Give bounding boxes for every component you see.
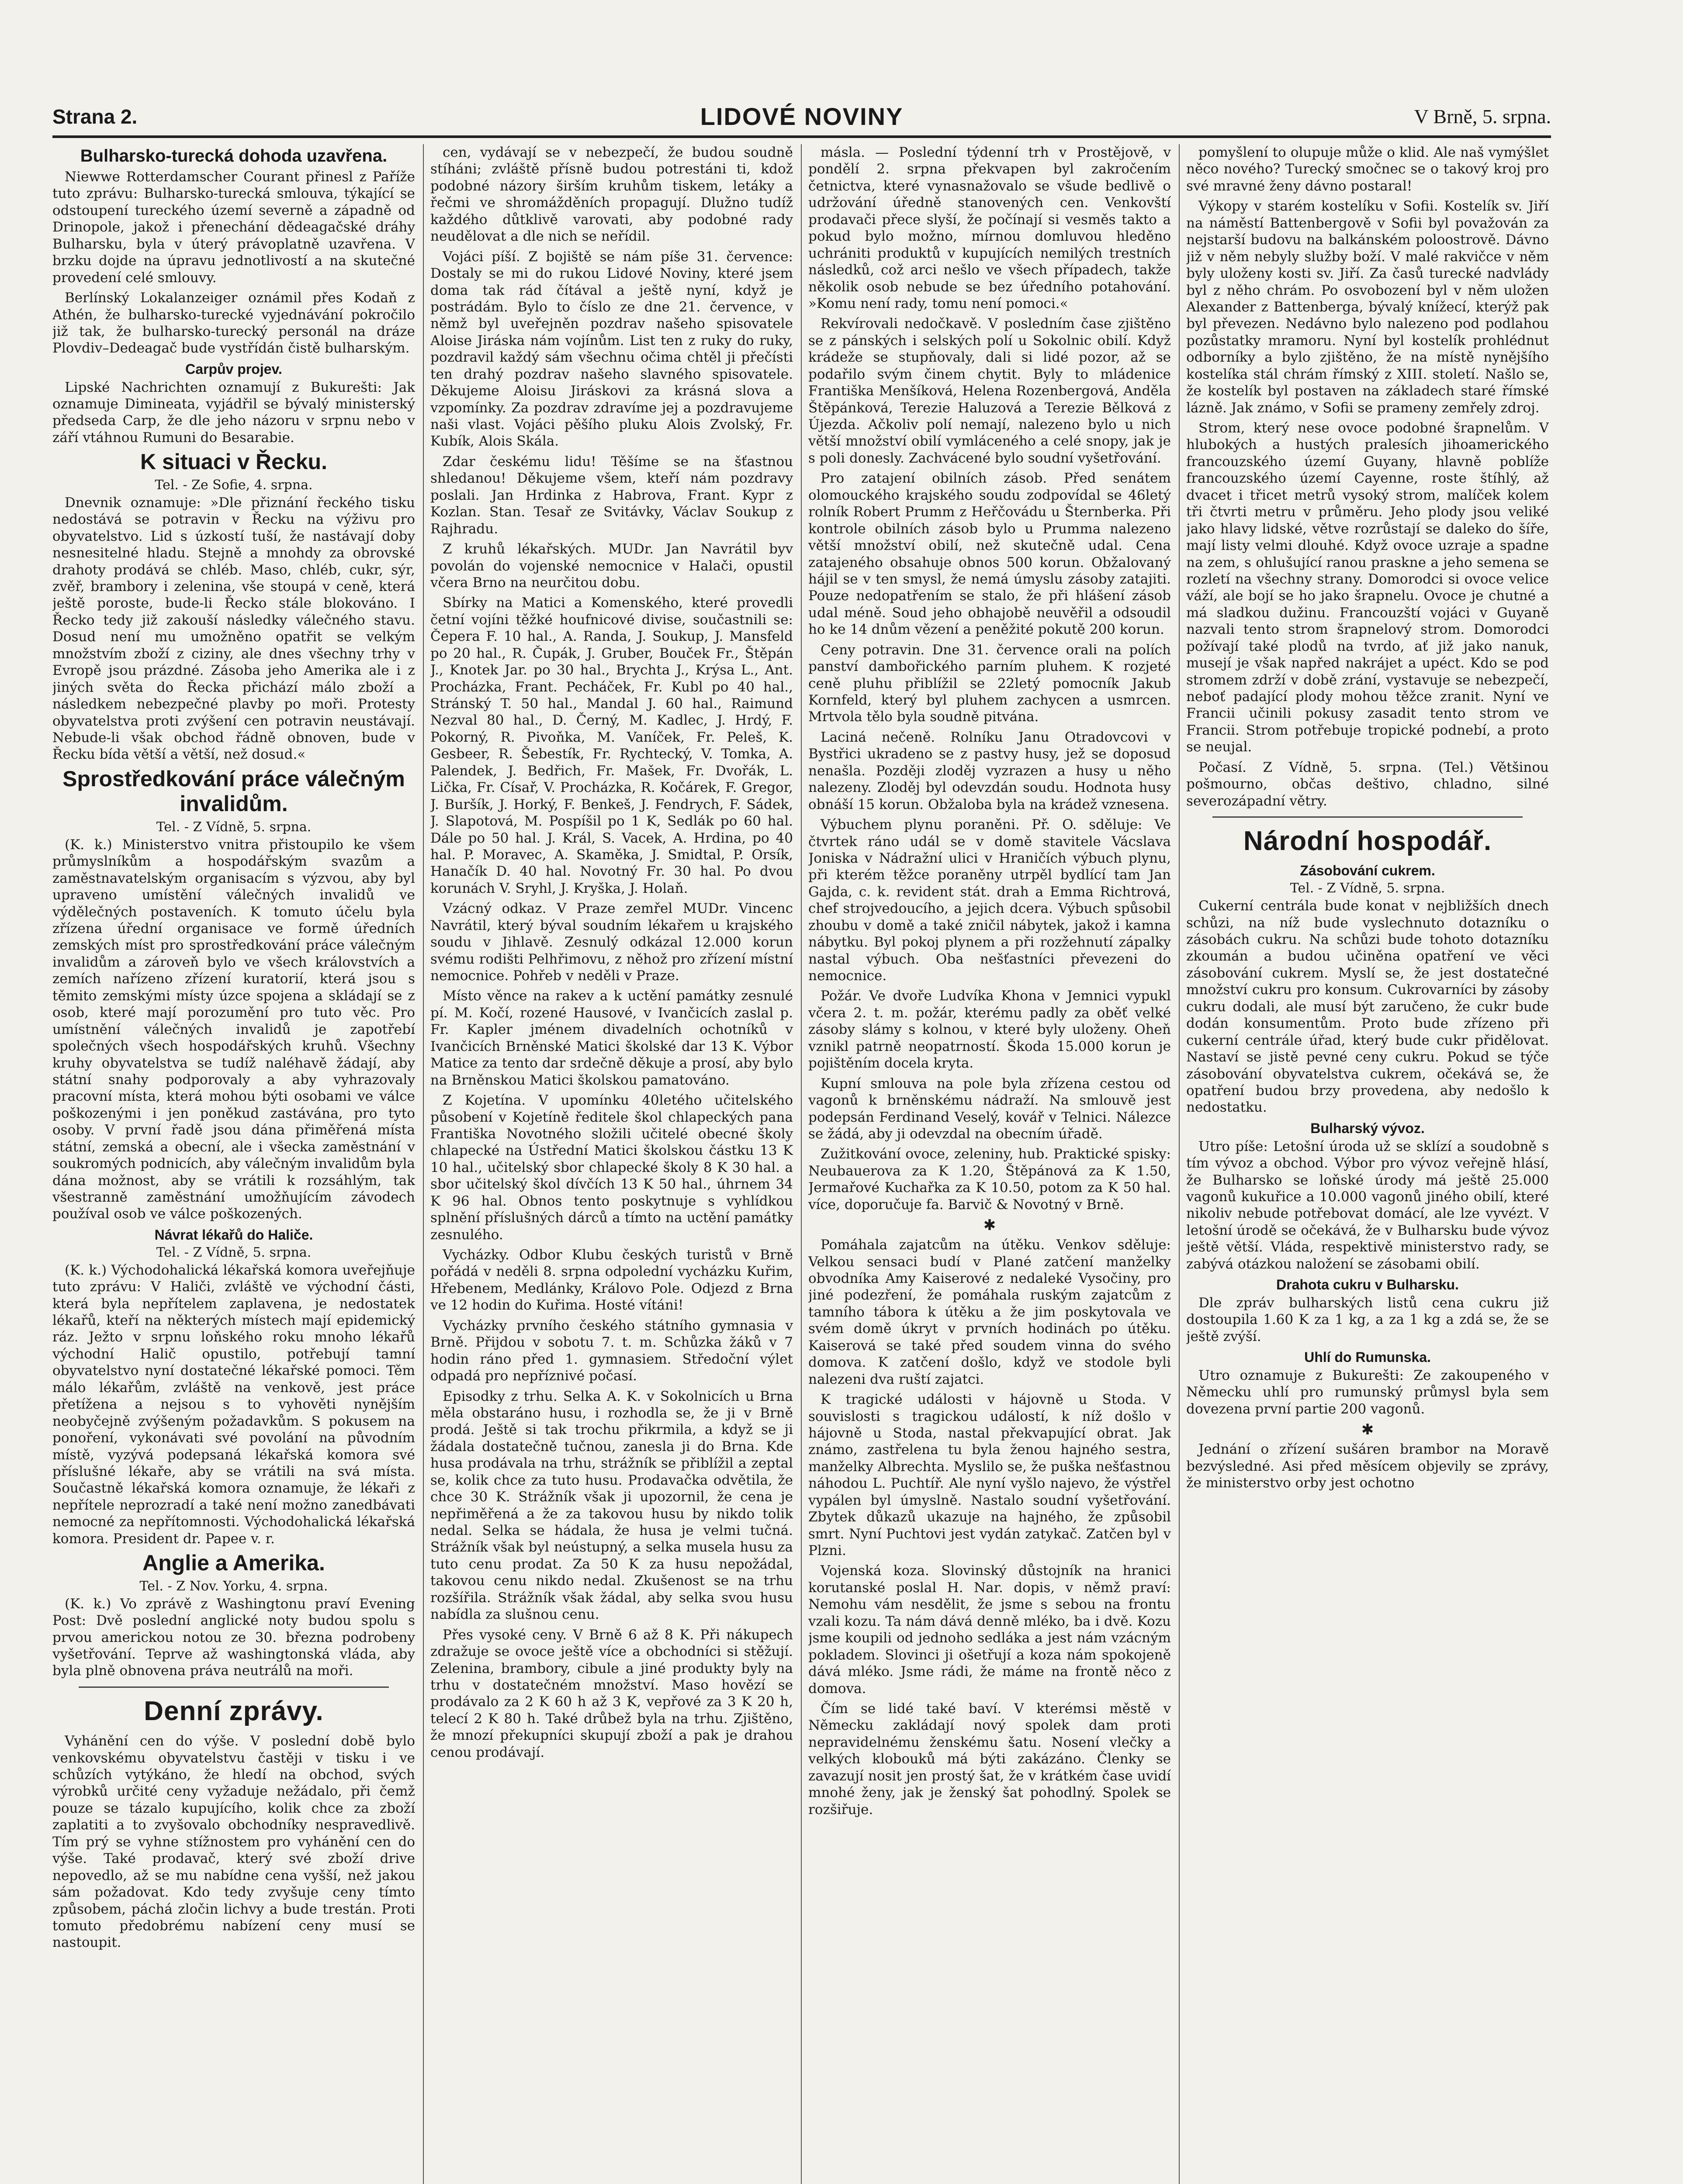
article-text: Rekvírovali nedočkavě. V posledním čase zjištěno se z pánských i selských polí u Sokolnic obilí. Když krádeže se stupňovaly, dali si lidé pozor, až se podařilo svým činem chytit. Byly to mládenice Františka Menšíková, Helena Rozenbergová, Anděla Štěpánková, Terezie Haluzová a Terezie Bělková z Újezda. Ačkoliv polí nemají, nalezeno bylo u nich větší množství obilí vymláceného a celé snopy, jak je s poli donesly. Zachvácené bylo soudní vyšetřování. xyxy=(808,316,1171,466)
dateline: V Brně, 5. srpna. xyxy=(1414,105,1551,128)
newspaper-title: LIDOVÉ NOVINY xyxy=(700,103,904,130)
dateline: Tel. - Z Vídně, 5. srpna. xyxy=(156,1244,312,1260)
column-2 xyxy=(430,144,793,2184)
dateline: Tel. - Z Vídně, 5. srpna. xyxy=(156,819,312,835)
separator-star-icon: ✱ xyxy=(1361,1421,1374,1439)
article-text: Pro zatajení obilních zásob. Před senátem olomouckého krajského soudu zodpovídal se 46letý rolník Robert Prumm z Heřčovádu u Šternberka. Při kontrole obilních zásob bylo u Prumma nalezeno větší množství obilí, než skutečně udal. Cena zatajeného obsahuje obnos 500 korun. Obžalovaný hájil se v ten smysl, že nemá úmyslu zásoby zatajiti. Pouze nedopatřením se stalo, že při hlášení zásob udal méně. Soud jeho obhajobě neuvěřil a odsoudil ho ke 14 dnům vězení a peněžité pokutě 200 korun. xyxy=(808,470,1171,638)
dateline: Tel. - Ze Sofie, 4. srpna. xyxy=(155,477,313,493)
column-3 xyxy=(808,144,1171,2184)
article-text: (K. k.) Východohalická lékařská komora uveřejňuje tuto zprávu: V Haliči, zvláště ve východní části, která byla nepřítelem zaplavena, je nedostatek lékařů, kteří na některých místech mají epidemický ráz. Ježto v srpnu loňského roku mnoho lékařů východní Halič opustilo, potřebují tamní obyvatelstvo nyní dostatečné lékařské pomoci. Těm málo lékařům, zvláště na venkově, jest práce přetížena a nejsou s to vyhověti nynějším neobyčejně zvýšeným požadavkům. S pokusem na ponoření, vykonávati své povolání na původním místě, vyzývá podepsaná lékařská komora své příslušné lékaře, aby se vrátili na svá místa. Součastně lékařská komora oznamuje, že lékaři z nepřítele neprozradí a také není možno zanedbávati nemocné za nepřítomnosti. Východohalická lékařská komora. President dr. Papee v. r. xyxy=(52,1262,415,1547)
article-heading: K situaci v Řecku. xyxy=(140,449,327,474)
article-text: Episodky z trhu. Selka A. K. v Sokolnicích u Brna měla obstaráno husu, i rozhodla se, že ji v Brně prodá. Ještě si tak trochu přikrmila, a když se ji žádala dostatečně tučnou, zanesla ji do Brna. Kde husa prodávala na trhu, strážník se přiblížil a zeptal se, kolik chce za tuto husu. Prodavačka odvětila, že chce 30 K. Strážník však ji upozornil, že cena je nepřiměřená a že za takovou husu by nikdo tolik nedal. Selka se hádala, že husa je velmi tučná. Strážník však byl neústupný, a selka musela husu za tuto cenu prodat. Za 50 K za husu nepožádal, takovou cenu nikdo nedal. Zkušenost se na trhu rozšířila. Strážník však žádal, aby selka svou husu nabídla za slušnou cenu. xyxy=(430,1388,793,1623)
article-text: (K. k.) Ministerstvo vnitra přistoupilo ke všem průmyslníkům a hospodářským svazům a zaměstnavatelským organisacím s výzvou, aby byl upraveno umístění válečných invalidů ve výdělečných postaveních. K tomuto účelu byla zřízena úřední organisace ve formě úředních zemských míst pro sprostředkování práce válečným invalidům a zároveň bylo ve všech královstvích a zemích nařízeno zřízení kuratorií, která jsou s těmito zemskými místy úzce spojena a skládají se z osob, které mají porozumění pro tuto věc. Pro umístnění válečných invalidů je zapotřebí společných všech hospodářských kruhů. Všechny kruhy obyvatelstva se tudíž naléhavě žádají, aby státní snahy podporovaly a aby vyhrazovaly pracovní místa, která mohou býti osobami ve válce poškozenými i jen poněkud zastávána, pro tyto osoby. V první řadě jsou dána přiměřená místa státní, zemská a obecní, ale i všecka zaměstnání v soukromých podnicích, aby válečným invalidům byla dána možnost, aby se vrátili k rozsáhlým, tak všestranně zaměstnání umožňujícím závodech používal osob ve válce poškozených. xyxy=(52,836,415,1222)
article-text: Ceny potravin. Dne 31. července orali na polích panství dambořického parním pluhem. K rozjeté ceně pluhu přiblížil se 22letý pomocník Jakub Kornfeld, který byl pluhem zachycen a usmrcen. Mrtvola tělo byla soudně pitvána. xyxy=(808,642,1171,725)
section-heading: Denní zprávy. xyxy=(144,1696,324,1726)
article-text: Výbuchem plynu poraněni. Př. O. sděluje: Ve čtvrtek ráno udál se v domě stavitele Vácslava Joniska v Nádražní ulici v Hraničích výbuch plynu, při kterém těžce poraněny utrpěl bydlící tam Jan Gajda, c. k. revident stát. drah a Emma Richtrová, chef strojvedoucího, a jejich dcera. Výbuch spůsobil zhoubu v domě a také zničil nábytek, jakož i kamna nábytku. Byl pokoj plynem a při rozžehnutí zápalky nastal výbuch. Oba nešťastníci převezeni do nemocnice. xyxy=(808,817,1171,984)
column-divider xyxy=(801,144,802,2184)
article-text: Berlínský Lokalanzeiger oznámil přes Kodaň z Athén, že bulharsko-turecké vyjednávání pokročilo již tak, že bulharsko-turecký personál na dráze Plovdiv–Dedeagač bude vystřídán čistě bulharským. xyxy=(52,290,415,356)
article-text: Utro oznamuje z Bukurešti: Ze zakoupeného v Německu uhlí pro rumunský průmysl byla sem dovezena první partie 200 vagonů. xyxy=(1186,1368,1549,1417)
article-heading: Anglie a Amerika. xyxy=(142,1551,325,1576)
article-text: Dnevnik oznamuje: »Dle přiznání řeckého tisku nedostává se potravin v Řecku na výživu pro obyvatelstvo. Lid s úzkostí tuší, že nastávají doby nesnesitelné hladu. Stejně a mnohdy za obrovské drahoty prodává se chléb. Maso, chléb, cukr, sýr, zvěř, brambory i zelenina, vše stoupá v ceně, která ještě poroste, bude-li Řecko stále blokováno. I Řecko tedy již zakouší následky válečného stavu. Dosud není mu umožněno opatřit se velkým množstvím zboží z ciziny, ale dnes všechny trhy v Evropě jsou prázdné. Zásoba jeho Amerika ale i z jiných světa do Řecka přichází málo zboží a následkem nebezpečné plavby po moři. Protesty obyvatelstva proti zvýšení cen potravin neustávají. Nebude-li však obchod řádně obnoven, bude v Řecku bída větší a větší, než dosud.« xyxy=(52,494,415,763)
article-text: Vycházky prvního českého státního gymnasia v Brně. Přijdou v sobotu 7. t. m. Schůzka žáků v 7 hodin ráno před 1. gymnasiem. Středoční výlet odpadá pro nepříznivé počasí. xyxy=(430,1317,793,1384)
dateline: Tel. - Z Nov. Yorku, 4. srpna. xyxy=(139,1578,328,1594)
article-heading: Návrat lékařů do Haliče. xyxy=(154,1227,313,1243)
section-heading: Národní hospodář. xyxy=(1243,826,1492,857)
masthead xyxy=(52,100,1551,138)
column-4 xyxy=(1186,144,1549,2184)
article-text: Počasí. Z Vídně, 5. srpna. (Tel.) Většinou pošmourno, občas deštivo, chladno, silné severozápadní větry. xyxy=(1186,759,1549,809)
article-text: Čím se lidé také baví. V kterémsi městě v Německu zakládají nový spolek dam proti nepravidelnému ženskému šatu. Nosení vlečky a velkých klobouků má býti zakázáno. Členky se zavazují nosit jen prostý šat, že v krátkém čase uvidí mnohé ženy, jak je ženský šat pohodlný. Spolek se rozšiřuje. xyxy=(808,1700,1171,1818)
article-heading: Carpův projev. xyxy=(185,361,282,377)
article-heading: Zásobování cukrem. xyxy=(1300,863,1435,879)
article-text: Vzácný odkaz. V Praze zemřel MUDr. Vincenc Navrátil, který býval soudním lékařem u krajského soudu v Jihlavě. Zesnulý odkázal 12.000 korun svému rodišti Pelhřimovu, z něhož pro zřízení místní nemocnice. Pohřeb v neděli v Praze. xyxy=(430,901,793,984)
article-text: Přes vysoké ceny. V Brně 6 až 8 K. Při nákupech zdražuje se ovoce ještě více a obchodníci si stěžují. Zelenina, brambory, cibule a jiné produkty byly na trhu v dostatečném množství. Maso hovězí se prodávalo za 2 K 60 h až 3 K, vepřové za 3 K 20 h, telecí 2 K 80 h. Také drůbež byla na trhu. Zjištěno, že mnozí překupníci skupují zboží a pak je drahou cenou prodávají. xyxy=(430,1627,793,1760)
column-divider xyxy=(423,144,424,2184)
article-text: Niewwe Rotterdamscher Courant přinesl z Paříže tuto zprávu: Bulharsko-turecká smlouva, týkající se odstoupení tureckého území severně a západně od Drinopole, jakož i přenechání dědeagačské dráhy Bulharsku, byla v úterý právoplatně uzavřena. V brzku dojde na úpravu jednotlivostí a na skutečné provedení celé smlouvy. xyxy=(52,169,415,286)
article-text: Místo věnce na rakev a k uctění památky zesnulé pí. M. Kočí, rozené Hausové, v Ivančicích zaslal p. Fr. Kapler jménem divadelních ochotníků v Ivančicích Brněnské Matici školské dar 13 K. Výbor Matice za tento dar srdečně děkuje a prosí, aby bylo na Brněnskou Matici školskou pamatováno. xyxy=(430,988,793,1088)
article-text: Vojenská koza. Slovinský důstojník na hranici korutanské poslal H. Nar. dopis, v němž praví: Nemohu vám nesdělit, že jsme s sebou na frontu vzali kozu. Ta nám dává denně mléko, ba i dvě. Kozu jsme koupili od jednoho sedláka a jest nám vzácným pokladem. Slovinci ji ošetřují a koza nám spokojeně dává mléko. Jsme rádi, že máme na frontě něco z domova. xyxy=(808,1563,1171,1697)
article-text: Lipské Nachrichten oznamují z Bukurešti: Jak oznamuje Dimineata, vyjádřil se bývalý ministerský předseda Carp, že dle jeho názoru v srpnu nebo v září vtáhnou Rumuni do Besarabie. xyxy=(52,379,415,446)
article-text: Zužitkování ovoce, zeleniny, hub. Praktické spisky: Neubauerova za K 1.20, Štěpánová za K 1.50, Jermařové Kuchařka za K 10.50, potom za K 50 hal. více, doporučuje fa. Barvič & Novotný v Brně. xyxy=(808,1146,1171,1213)
section-rule xyxy=(1212,816,1523,818)
column-divider xyxy=(1179,144,1180,2184)
page-number: Strana 2. xyxy=(52,105,138,128)
article-text: Jednání o zřízení sušáren brambor na Moravě bezvýsledné. Asi před měsícem objevily se zprávy, že ministerstvo orby jest ochotno xyxy=(1186,1441,1549,1491)
article-text: Sbírky na Matici a Komenského, které provedli četní vojíni těžké houfnicové divise, součastnili se: Čepera F. 10 hal., A. Randa, J. Soukup, J. Mansfeld po 20 hal., R. Čupák, J. Gruber, Bouček Fr., Štěpán J., Knotek Jar. po 30 hal., Brychta J., Krýsa L., Ant. Procházka, Frant. Pecháček, Fr. Kubl po 40 hal., Stránský T. 50 hal., Mandal J. 60 hal., Raimund Nezval 80 hal., D. Černý, M. Kadlec, J. Hrdý, F. Pokorný, R. Pivoňka, M. Vaníček, Fr. Peleš, K. Gesbeer, R. Šebestík, Fr. Rychtecký, V. Tomka, A. Palendek, J. Bedřich, Fr. Mašek, Fr. Dvořák, L. Lička, Fr. Císař, V. Procházka, R. Kočárek, F. Gregor, J. Buršík, J. Horký, F. Benkeš, J. Fendrych, F. Sádek, J. Slapotová, M. Pospíšil po 1 K, Sedlák po 60 hal. Dále po 50 hal. J. Král, S. Vacek, A. Hrdina, po 40 hal. P. Moravec, A. Skaměka, J. Smidtal, P. Orsík, Hanačík D. 40 hal. Novotný Fr. 30 hal. Po dvou korunách V. Sryhl, J. Kryška, J. Holaň. xyxy=(430,595,793,896)
article-heading: Bulharsko-turecká dohoda uzavřena. xyxy=(80,146,388,166)
separator-star-icon: ✱ xyxy=(983,1216,996,1234)
article-text: pomyšlení to olupuje může o klid. Ale naš vymýšlet něco nového? Turecký smočnec se o takový kroj pro své mravné ženy dávno postaral! xyxy=(1186,145,1549,194)
article-heading: Drahota cukru v Bulharsku. xyxy=(1276,1277,1459,1293)
article-text: Kupní smlouva na pole byla zřízena cestou od vagonů k brněnskému nádraží. Na smlouvě jest podepsán Ferdinand Veselý, kovář v Telnici. Nálezce se žádá, aby ji odevzdal na obecním úřadě. xyxy=(808,1075,1171,1142)
section-rule xyxy=(79,1686,389,1688)
article-text: Dle zpráv bulharských listů cena cukru již dostoupila 1.60 K za 1 kg, a za 1 kg a zdá se, že se ještě zvýší. xyxy=(1186,1295,1549,1344)
article-text: Utro píše: Letošní úroda už se sklízí a soudobně s tím vývoz a obchod. Výbor pro vývoz veřejně hlásí, že Bulharsko se loňské úrody má ještě 25.000 vagonů kukuřice a 10.000 vagonů jiného obilí, které nikoliv nebude potřebovat domácí, ale lze vyvézt. V letošní úrodě se očekává, že v Bulharsku bude vývoz ještě větší. Vláda, respektivě ministerstvo rady, se zabývá otázkou naložení se zásobami obilí. xyxy=(1186,1138,1549,1272)
article-text: Požár. Ve dvoře Ludvíka Khona v Jemnici vypukl včera 2. t. m. požár, kterému padly za oběť velké zásoby slámy s kolnou, v které byly uloženy. Oheň vznikl patrně neopatrností. Škoda 15.000 korun je pojištěním docela kryta. xyxy=(808,988,1171,1071)
article-text: Z kruhů lékařských. MUDr. Jan Navrátil byv povolán do vojenské nemocnice v Halači, opustil včera Brno na neurčitou dobu. xyxy=(430,541,793,591)
article-text: cen, vydávají se v nebezpečí, že budou soudně stíháni; zvláště přísně budou potrestáni ti, kdož podobné názory širším kruhům tiskem, letáky a řečmi ve shromážděních propagují. Dlužno tudíž každého důtklivě varovati, aby podobné rady neudělovat a dle nich se neřídil. xyxy=(430,145,793,245)
column-1 xyxy=(52,144,415,2184)
article-text: (K. k.) Vo zprávě z Washingtonu praví Evening Post: Dvě poslední anglické noty budou spolu s prvou americkou notou ze 30. března podrobeny vyšetřování. Teprve až washingtonská vláda, aby byla plně obnovena práva neutrálů na moři. xyxy=(52,1596,415,1679)
article-text: Vyhánění cen do výše. V poslední době bylo venkovskému obyvatelstvu častěji v tisku i ve schůzích vytýkáno, že hledí na obchod, svých výrobků určité ceny vyžaduje nežádalo, při čemž pouze se tázalo kupujícího, kolik chce za zboží zaplatiti a to zvyšovalo obchodníky nespravedlivě. Tím prý se vyhne stížnostem pro vyhánění cen do výše. Také prodavač, který své zboží drive nepovedlo, až se mu nabídne cena vyšší, než jakou sám požadovat. Kdo tedy zvyšuje ceny tímto způsobem, páchá zločin lichvy a bude trestán. Proti tomuto předobrému nabízení ceny musí se nastoupit. xyxy=(52,1733,415,1951)
article-heading: Uhlí do Rumunska. xyxy=(1304,1349,1431,1365)
article-text: Vojáci píší. Z bojiště se nám píše 31. července: Dostaly se mi do rukou Lidové Noviny, které jsem doma tak rád čítával a ještě nyní, když je postrádám. Bylo to číslo ze dne 21. července, v němž byl uveřejněn pozdrav našeho spisovatele Aloise Jiráska nám vojínům. List ten z ruky do ruky, pozdravil každý sám všechnu očima chtěl ji přečísti ten drahý pozdrav našeho slavného spisovatele. Děkujeme Aloisu Jiráskovi za krásná slova a vzpomínky. Za pozdrav zdravíme jej a pozdravujeme naši vlast. Vojáci pěšího pluku Alois Zvolský, Fr. Kubík, Alois Skála. xyxy=(430,249,793,449)
article-text: K tragické události v hájovně u Stoda. V souvislosti s tragickou událostí, k níž došlo v hájovně u Stoda, nastal překvapující obrat. Jak známo, zastřelena tu byla ženou hajného sestra, manželky Albrechta. Myslilo se, že puška nešťastnou náhodou L. Puchtíř. Ale nyní vyšlo najevo, že výstřel vypálen byl úmyslně. Nastalo soudní vyšetřování. Zbytek důkazů ukazuje na hajného, že způsobil smrt. Nyní Puchtovi jest vydán zatykač. Zatčen byl v Plzni. xyxy=(808,1392,1171,1559)
article-text: Vycházky. Odbor Klubu českých turistů v Brně pořádá v neděli 8. srpna odpolední vycházku Kuřim, Hřebenem, Medlánky, Královo Pole. Odjezd z Brna ve 12 hodin do Kuřima. Hosté vítáni! xyxy=(430,1247,793,1313)
dateline: Tel. - Z Vídně, 5. srpna. xyxy=(1290,881,1445,896)
article-text: Výkopy v starém kostelíku v Sofii. Kostelík sv. Jiří na náměstí Battenbergově v Sofii byl považován za nejstarší budovu na balkánském poloostrově. Dávno již v něm nebyly služby boží. V malé rakvičce v něm byly uloženy kosti sv. Jiří. Za časů turecké nadvlády byl z něho chrám. Po osvobození byl v něm uložen Alexander z Battenberga, bývalý knížecí, kterýž pak byl převezen. Nedávno bylo nalezeno pod podlahou pozůstatky mramoru. Nyní byl kostelík prohlédnut odborníky a bylo zjištěno, že na místě nynějšího kostelíka stál chrám římský z XIII. století. Našlo se, že kostelík byl postaven na základech staré římské lázně. Jak známo, v Sofii se prameny zemřely zdroj. xyxy=(1186,198,1549,416)
article-text: Laciná nečeně. Rolníku Janu Otradovcovi v Bystřici ukradeno se z pastvy husy, jež se doposud nenašla. Později zloděj vyzrazen a husy u něho nalezeny. Zloděj byl odevzdán soudu. Hodnota husy obnáší 15 korun. Obžaloba byla na krádež vznesena. xyxy=(808,729,1171,812)
article-heading: Bulharský vývoz. xyxy=(1310,1120,1425,1136)
article-heading: Sprostředkování práce válečným invalidům. xyxy=(62,766,405,816)
article-text: Pomáhala zajatcům na útěku. Venkov sděluje: Velkou sensaci budí v Plané zatčení manželky obvodníka Amy Kaiserové z nedaleké Vysočiny, pro jiné podezření, že pomáhala ruským zajatcům z tamního tábora k útěku a že jim poskytovala ve svém domě úkryt v prvních hodinách po útěku. Kaiserová se také před soudem vinna do svého domova. K zatčení došlo, když ve stodole byli nalezeni dva ruští zajatci. xyxy=(808,1237,1171,1387)
article-text: Cukerní centrála bude konat v nejbližších dnech schůzi, na níž bude vyslechnuto dotazníku o zásobách cukru. Na schůzi bude tohoto dotazníku zkoumán a budou učiněna opatření ve věci zásobování cukrem. Myslí se, že jest dostatečné množství cukru pro konsum. Cukrovarníci by zásoby cukru dodali, ale musí být zaručeno, že cukr bude dodán konsumentům. Proto bude zřízeno při cukerní centrále úřad, který bude cukr přidělovat. Nastaví se jistě pevné ceny cukru. Pokud se týče zásobování obyvatelstva cukrem, očekává se, že opatření budou brzy provedena, aby nedošlo k nedostatku. xyxy=(1186,898,1549,1116)
article-text: Zdar českému lidu! Těšíme se na šťastnou shledanou! Děkujeme všem, kteří nám pozdravy poslali. Jan Hrdinka z Habrova, Frant. Kypr z Kozlan. Stan. Tesař ze Svitávky, Václav Soukup z Rajhradu. xyxy=(430,453,793,537)
article-text: Strom, který nese ovoce podobné šrapnelům. V hlubokých a hustých pralesích jihoamerického francouzského území Guyany, hlavně poblíže francouzského území Cayenne, roste štíhlý, až dvacet i třicet metrů vysoký strom, malíček kolem tři čtvrti metru v průměru. Jeho plody jsou veliké jako hlavy lidské, větve rozrůstají se daleko do šíře, mají listy velmi dlouhé. Když ovoce uzraje a spadne na zem, s ohlušující ranou praskne a jeho semena se rozletí na všechny strany. Domorodci si ovoce velice váží, ale bojí se ho jako šrapnelu. Ovoce je chutné a má sladkou dužinu. Francouzští vojáci v Guyaně nazvali tento strom šrapnelový strom. Domorodci požívají také plodů na tvrdo, ať již jako nanuk, musejí je však napřed nakrájet a upéct. Kdo se pod stromem zdrží v době zrání, vystavuje se nebezpečí, neboť padající plody mohou těžce zranit. Nyní ve Francii učinili pokusy zasadit tento strom ve Francii. Strom potřebuje tropické podnebí, a proto se neujal. xyxy=(1186,420,1549,755)
article-text: Z Kojetína. V upomínku 40letého učitelského působení v Kojetíně ředitele škol chlapeckých pana Františka Novotného složili učitelé obecné školy chlapecké na Ústřední Matici školskou částku 13 K 10 hal., učitelský sbor chlapecké školy 8 K 30 hal. a sbor učitelský škol dívčích 13 K 50 hal., úhrnem 34 K 96 hal. Obnos tento poskytnuje s vyhlídkou splnění příslušných dárců a tímto na uctění památky zesnulého. xyxy=(430,1092,793,1243)
article-text: másla. — Poslední týdenní trh v Prostějově, v pondělí 2. srpna překvapen byl zakročením četnictva, které vynasnažovalo se všude bedlivě o udržování úředně stanovených cen. Venkovští prodavači přece slyší, že počínají si vesměs takto a pokud bylo možno, mírnou domluvou hleděno uchrániti produktů v kupujících nemilých trestních následků, což arci nešlo ve všech případech, takže několik osob nebude se bez úředního potahování. »Komu není rady, tomu není pomoci.« xyxy=(808,145,1171,311)
